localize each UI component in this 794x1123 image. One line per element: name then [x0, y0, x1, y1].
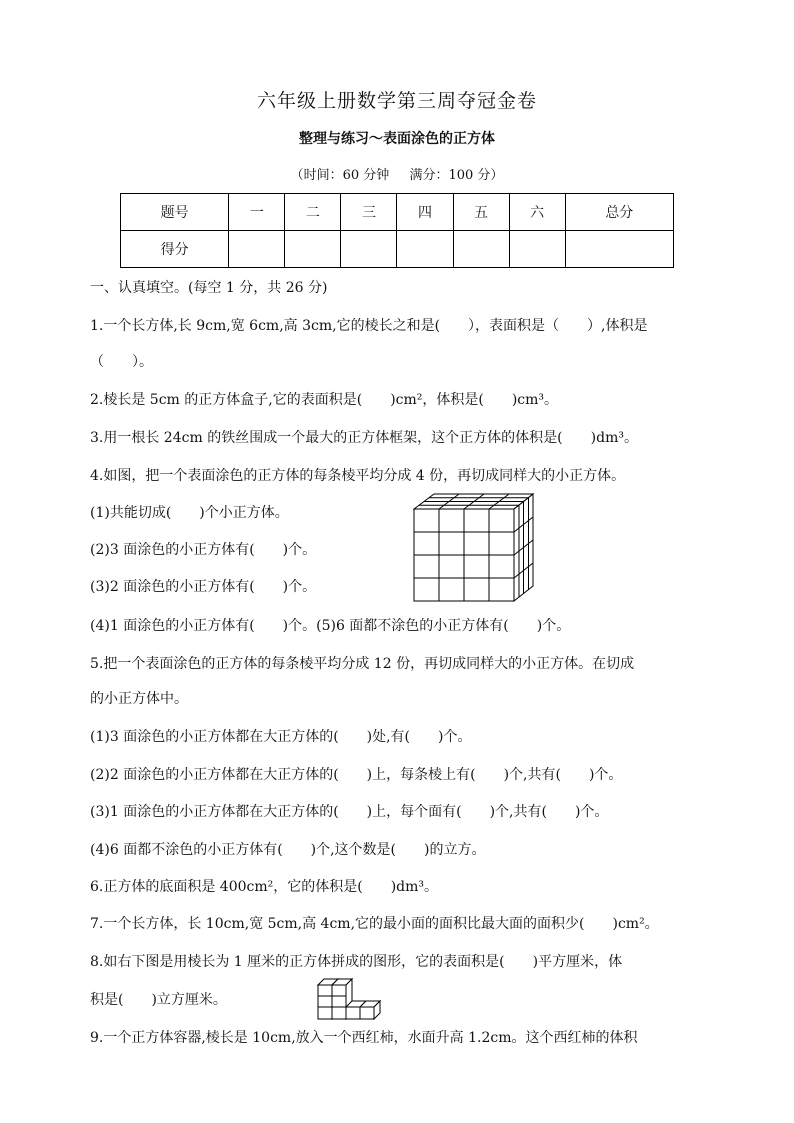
cube-4x4-figure: [413, 493, 535, 603]
section-heading: 一、认真填空。(每空 1 分，共 26 分): [90, 280, 328, 296]
cube-stack-figure: [317, 976, 383, 1020]
score-header-cell: 三: [341, 194, 397, 231]
score-header-cell: 五: [453, 194, 509, 231]
score-cell[interactable]: [397, 231, 453, 268]
question-5: 5.把一个表面涂色的正方体的每条棱平均分成 12 份，再切成同样大的小正方体。在切成: [90, 656, 635, 672]
question-6: 6.正方体的底面积是 400cm²，它的体积是( )dm³。: [90, 879, 439, 895]
question-4-1: (1)共能切成( )个小正方体。: [90, 505, 289, 521]
score-cell[interactable]: [285, 231, 341, 268]
exam-meta: [0, 164, 794, 183]
question-1: 1.一个长方体,长 9cm,宽 6cm,高 3cm,它的棱长之和是( ），表面积是（ ）,体积是: [90, 318, 648, 334]
score-header-cell: 二: [285, 194, 341, 231]
question-9: 9.一个正方体容器,棱长是 10cm,放入一个西红柿，水面升高 1.2cm。这个西红柿的体积: [90, 1030, 638, 1046]
score-header-cell: 总分: [565, 194, 673, 231]
score-header-cell: 一: [229, 194, 285, 231]
question-3: 3.用一根长 24cm 的铁丝围成一个最大的正方体框架，这个正方体的体积是( )dm³。: [90, 430, 638, 446]
score-table-header-row: [121, 194, 674, 231]
question-5-1: (1)3 面涂色的小正方体都在大正方体的( )处,有( )个。: [90, 729, 472, 745]
question-4-3: (3)2 面涂色的小正方体有( )个。: [90, 579, 317, 595]
question-4-4-5: (4)1 面涂色的小正方体有( )个。(5)6 面都不涂色的小正方体有( )个。: [90, 618, 571, 634]
score-cell[interactable]: [453, 231, 509, 268]
score-table: [120, 193, 674, 268]
exam-subtitle: 整理与练习～表面涂色的正方体: [299, 131, 495, 147]
score-cell[interactable]: [565, 231, 673, 268]
score-header-cell: 题号: [121, 194, 229, 231]
question-8: 8.如右下图是用棱长为 1 厘米的正方体拼成的图形，它的表面积是( )平方厘米，体: [90, 954, 623, 970]
question-4-2: (2)3 面涂色的小正方体有( )个。: [90, 542, 317, 558]
question-5-4: (4)6 面都不涂色的小正方体有( )个,这个数是( )的立方。: [90, 842, 486, 858]
question-2: 2.棱长是 5cm 的正方体盒子,它的表面积是( )cm²，体积是( )cm³。: [90, 392, 559, 408]
question-5-3: (3)1 面涂色的小正方体都在大正方体的( )上，每个面有( )个,共有( )个。: [90, 804, 609, 820]
score-cell[interactable]: [509, 231, 565, 268]
question-5-2: (2)2 面涂色的小正方体都在大正方体的( )上，每条棱上有( )个,共有( )个。: [90, 767, 623, 783]
question-1-cont: （ ）。: [90, 354, 153, 370]
question-4: 4.如图，把一个表面涂色的正方体的每条棱平均分成 4 份，再切成同样大的小正方体。: [90, 468, 626, 484]
score-header-cell: 四: [397, 194, 453, 231]
score-row-label: 得分: [121, 231, 229, 268]
score-cell[interactable]: [229, 231, 285, 268]
score-header-cell: 六: [509, 194, 565, 231]
score-cell[interactable]: [341, 231, 397, 268]
question-8-cont: 积是( )立方厘米。: [90, 992, 227, 1008]
question-5-cont: 的小正方体中。: [90, 691, 188, 707]
question-7: 7.一个长方体，长 10cm,宽 5cm,高 4cm,它的最小面的面积比最大面的面积少( )cm²。: [90, 916, 659, 932]
time-limit: （时间：60 分钟: [290, 168, 390, 183]
full-score: 满分：100 分）: [409, 168, 504, 183]
exam-title: 六年级上册数学第三周夺冠金卷: [256, 90, 537, 112]
score-table-score-row: [121, 231, 674, 268]
